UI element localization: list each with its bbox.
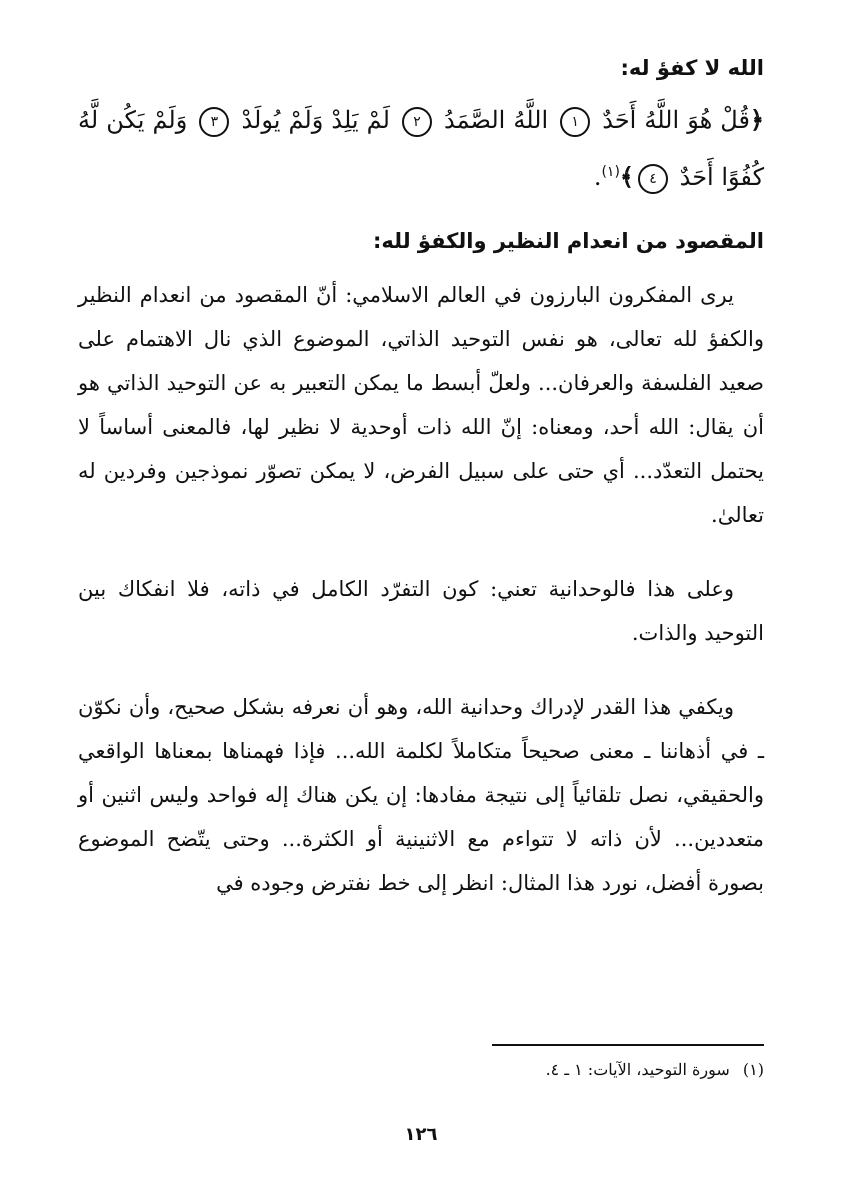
verse-part-4: وَلَمْ يَكُن لَّهُ كُفُوًا أَحَدٌ: [78, 106, 764, 191]
verse-close-bracket: ﴾: [619, 162, 634, 191]
footnote: [546, 1056, 764, 1084]
ayah-number-marker: ٢: [402, 107, 432, 137]
ayah-number-marker: ٤: [638, 164, 668, 194]
verse-part-3: لَمْ يَلِدْ وَلَمْ يُولَدْ: [241, 106, 390, 134]
section-heading-purpose: المقصود من انعدام النظير والكفؤ لله:: [373, 229, 764, 253]
paragraph-oneness: وعلى هذا فالوحدانية تعني: كون التفرّد الكامل في ذاته، فلا انفكاك بين التوحيد والذات.: [78, 577, 764, 645]
verse-part-1: قُلْ هُوَ اللَّهُ أَحَدٌ: [602, 106, 750, 134]
footnote-number: (١): [742, 1060, 764, 1079]
page-body: [78, 48, 764, 935]
ayah-number-marker: ٣: [199, 107, 229, 137]
section-heading-no-equal: الله لا كفؤ له:: [620, 56, 764, 80]
verse-end-period: .: [593, 163, 602, 191]
paragraph-example: ويكفي هذا القدر لإدراك وحدانية الله، وهو أن نعرفه بشكل صحيح، وأن نكوّن ـ في أذهاننا ـ معنى صحيحاً متكاملاً لكلمة الله... فإذا فهمناها بمعناها الواقعي والحقيقي، نصل تلقائياً إلى نتيجة مفادها: إن يكن هناك إله فواحد وليس اثنين أو متعددين... لأن ذاته لا تتواءم مع الاثنينية أو الكثرة... وحتى يتّضح الموضوع بصورة أفضل، نورد هذا المثال: انظر إلى خط نفترض وجوده في: [78, 695, 764, 895]
ayah-number-marker: ١: [560, 107, 590, 137]
verse-part-2: اللَّهُ الصَّمَدُ: [444, 106, 549, 134]
footnote-divider: [492, 1044, 764, 1046]
footnote-reference[interactable]: (١): [601, 164, 620, 180]
verse-open-bracket: ﴿: [749, 105, 765, 134]
paragraph-thinkers: يرى المفكرون البارزون في العالم الاسلامي: أنّ المقصود من انعدام النظير والكفؤ لله تعالى، هو نفس التوحيد الذاتي، الموضوع الذي نال الاهتمام على صعيد الفلسفة والعرفان... ولعلّ أبسط ما يمكن التعبير به عن التوحيد الذاتي هو أن يقال: الله أحد، ومعناه: إنّ الله ذات أوحدية لا نظير لها، فالمعنى أساساً لا يحتمل التعدّد... أي حتى على سبيل الفرض، لا يمكن تصوّر نموذجين وفردين له تعالىٰ.: [78, 283, 764, 527]
page-number: ١٢٦: [404, 1124, 438, 1145]
footnote-text: سورة التوحيد، الآيات: ١ ـ ٤.: [545, 1060, 730, 1079]
quran-verse: [78, 94, 764, 203]
